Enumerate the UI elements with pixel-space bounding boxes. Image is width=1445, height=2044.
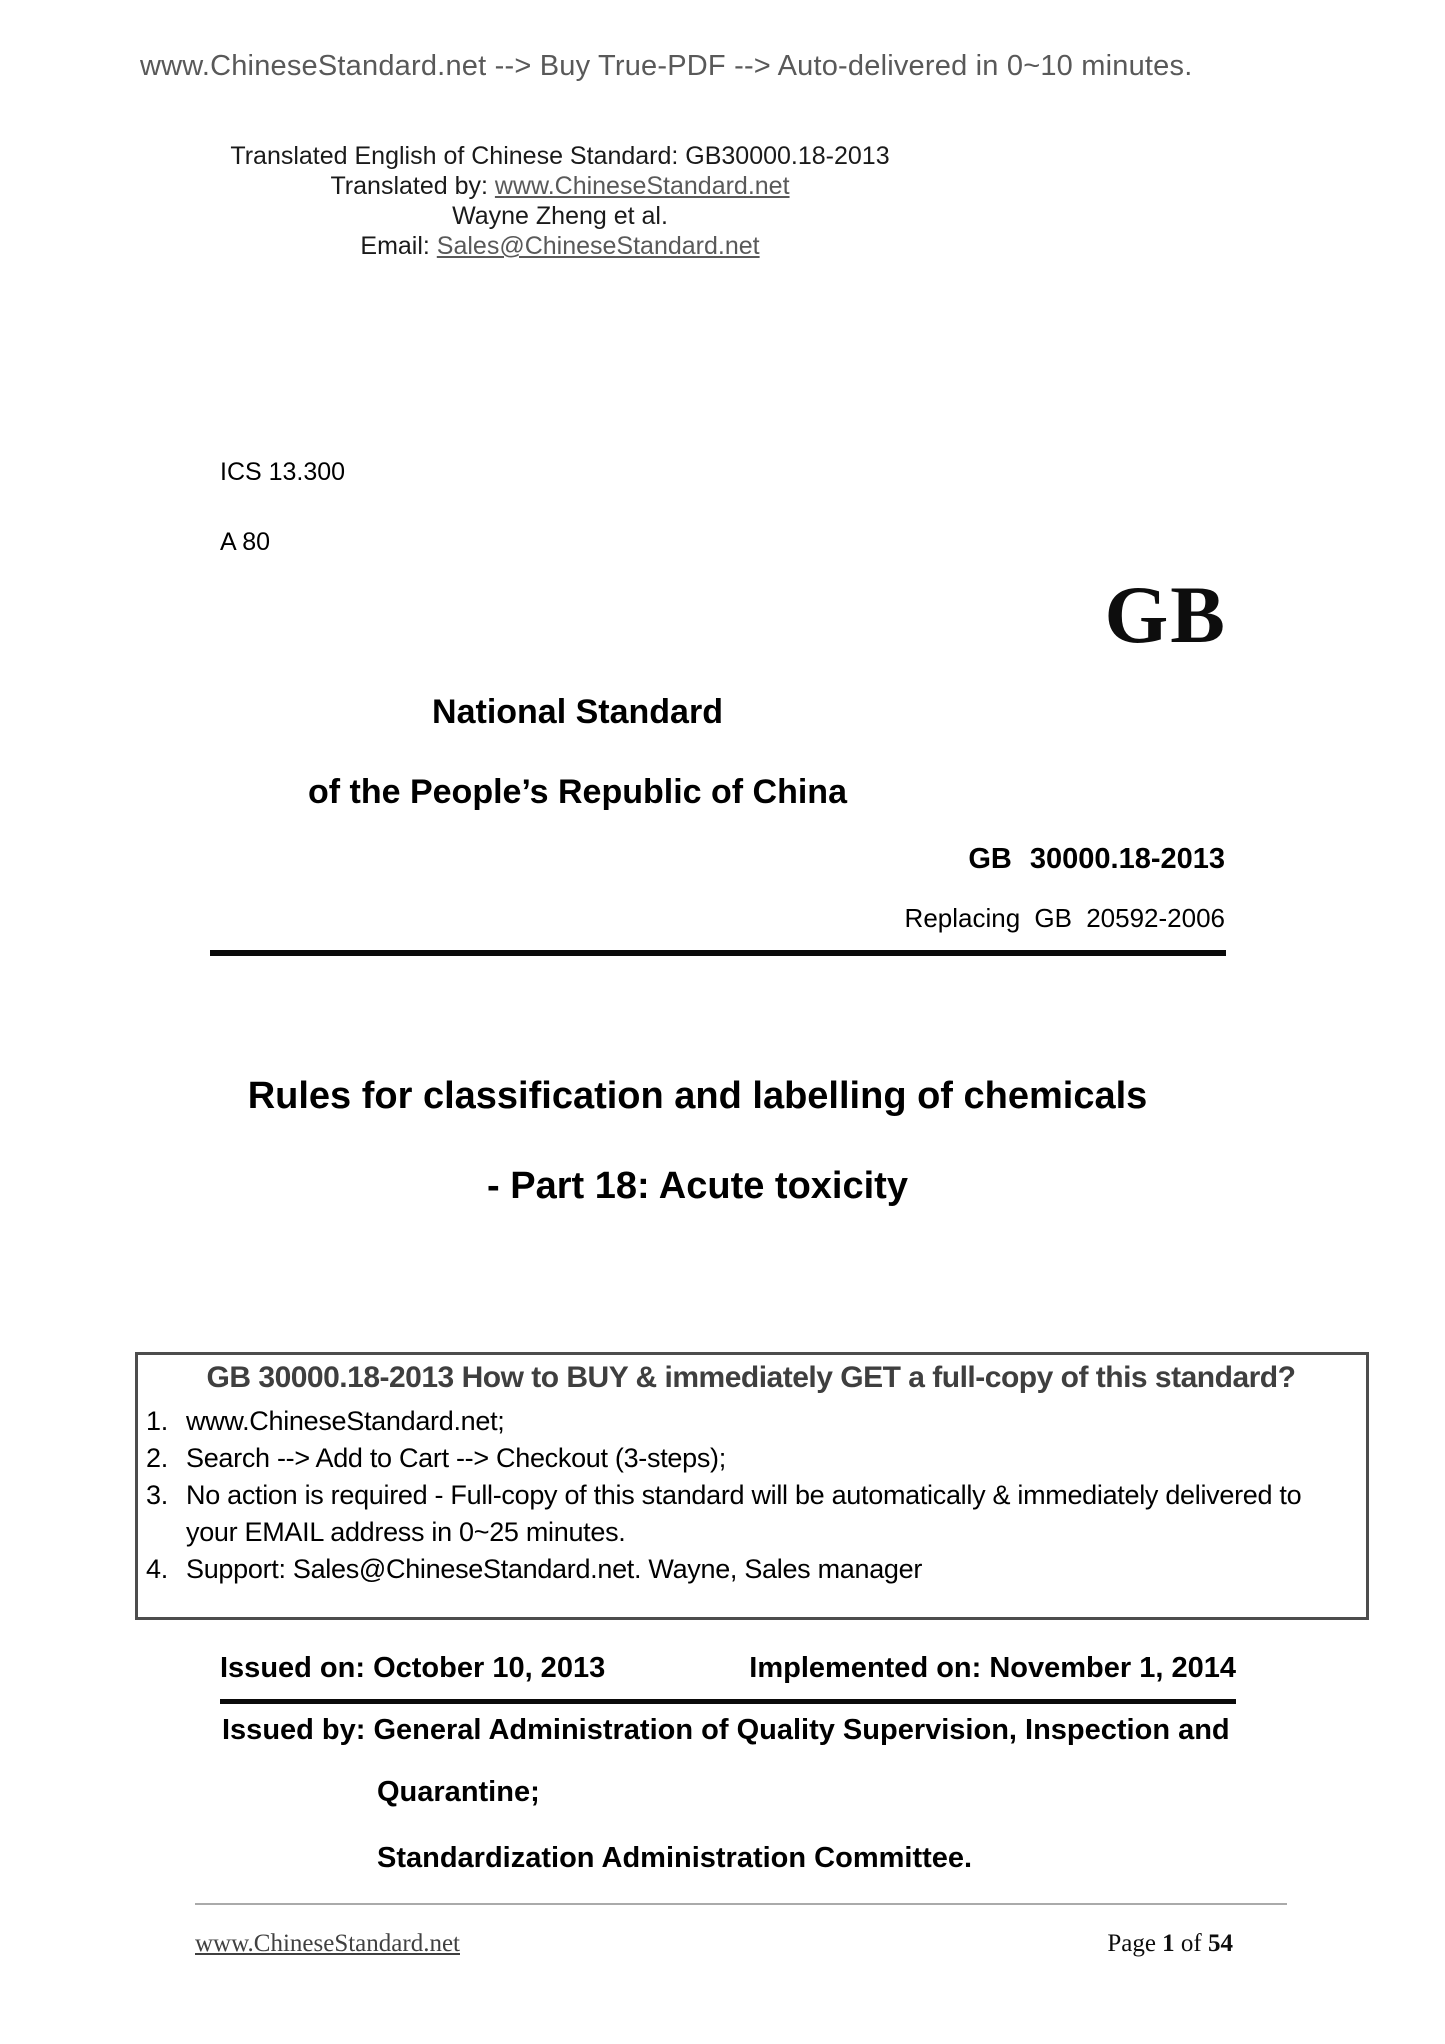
buy-item-number: 3. <box>146 1480 168 1510</box>
document-title <box>145 1075 1250 1207</box>
replacing-note: Replacing GB 20592-2006 <box>904 903 1225 933</box>
footer-page-prefix: Page <box>1107 1930 1163 1957</box>
buy-item-number: 2. <box>146 1443 168 1473</box>
buy-instructions-list <box>146 1403 1356 1588</box>
issued-by-quarantine: Quarantine; <box>377 1776 540 1808</box>
translation-block <box>140 141 980 261</box>
footer-page-indicator <box>1107 1930 1233 1958</box>
authors-line: Wayne Zheng et al. <box>452 202 668 230</box>
doc-class-code: A 80 <box>220 528 271 556</box>
translation-line-1: Translated English of Chinese Standard: GB30000.18-2013 <box>230 142 890 170</box>
footer-divider <box>195 1903 1287 1905</box>
translated-by-label: Translated by: <box>330 172 495 200</box>
footer-site-link[interactable]: www.ChineseStandard.net <box>195 1930 460 1957</box>
buy-item-text: No action is required - Full-copy of this standard will be automatically & immediately delivered to your EMAIL address in 0~25 minutes. <box>186 1480 1302 1547</box>
header-divider-rule <box>210 950 1226 956</box>
buy-box-heading: GB 30000.18-2013 How to BUY & immediately GET a full-copy of this standard? <box>206 1361 1296 1394</box>
buy-list-item <box>146 1477 1356 1551</box>
footer-page-number: 1 <box>1162 1930 1175 1957</box>
issued-by-line: Issued by: General Administration of Quality Supervision, Inspection and <box>222 1714 1230 1746</box>
buy-list-item <box>146 1551 1356 1588</box>
gb-logo: GB <box>1104 569 1227 660</box>
footer-page-total: 54 <box>1208 1930 1233 1957</box>
header-note: www.ChineseStandard.net --> Buy True-PDF --> Auto-delivered in 0~10 minutes. <box>140 50 1193 82</box>
buy-list-item <box>146 1440 1356 1477</box>
buy-item-number: 1. <box>146 1406 168 1436</box>
issued-on-date: Issued on: October 10, 2013 <box>220 1652 606 1684</box>
email-label: Email: <box>360 232 437 260</box>
issued-by-committee: Standardization Administration Committee. <box>377 1842 973 1874</box>
buy-box <box>135 1352 1369 1620</box>
translation-line-2 <box>140 171 980 201</box>
national-standard-heading <box>140 693 1015 811</box>
implemented-on-date: Implemented on: November 1, 2014 <box>749 1652 1236 1684</box>
issue-dates-row <box>220 1652 1236 1704</box>
heading-national-standard: National Standard <box>432 693 723 731</box>
buy-list-item <box>146 1403 1356 1440</box>
ics-code: ICS 13.300 <box>220 458 346 486</box>
email-line <box>140 231 980 261</box>
buy-item-text: www.ChineseStandard.net; <box>186 1406 505 1436</box>
buy-item-text: Support: Sales@ChineseStandard.net. Wayne, Sales manager <box>186 1554 923 1584</box>
email-link[interactable]: Sales@ChineseStandard.net <box>436 232 760 260</box>
buy-item-number: 4. <box>146 1554 168 1584</box>
title-line-2: - Part 18: Acute toxicity <box>487 1165 908 1207</box>
heading-republic-of-china: of the People’s Republic of China <box>307 773 847 811</box>
title-line-1: Rules for classification and labelling of chemicals <box>247 1075 1148 1117</box>
standard-number: GB 30000.18-2013 <box>968 843 1225 875</box>
footer-page-mid: of <box>1174 1930 1208 1957</box>
translated-by-link[interactable]: www.ChineseStandard.net <box>494 172 790 200</box>
buy-item-text: Search --> Add to Cart --> Checkout (3-steps); <box>186 1443 726 1473</box>
